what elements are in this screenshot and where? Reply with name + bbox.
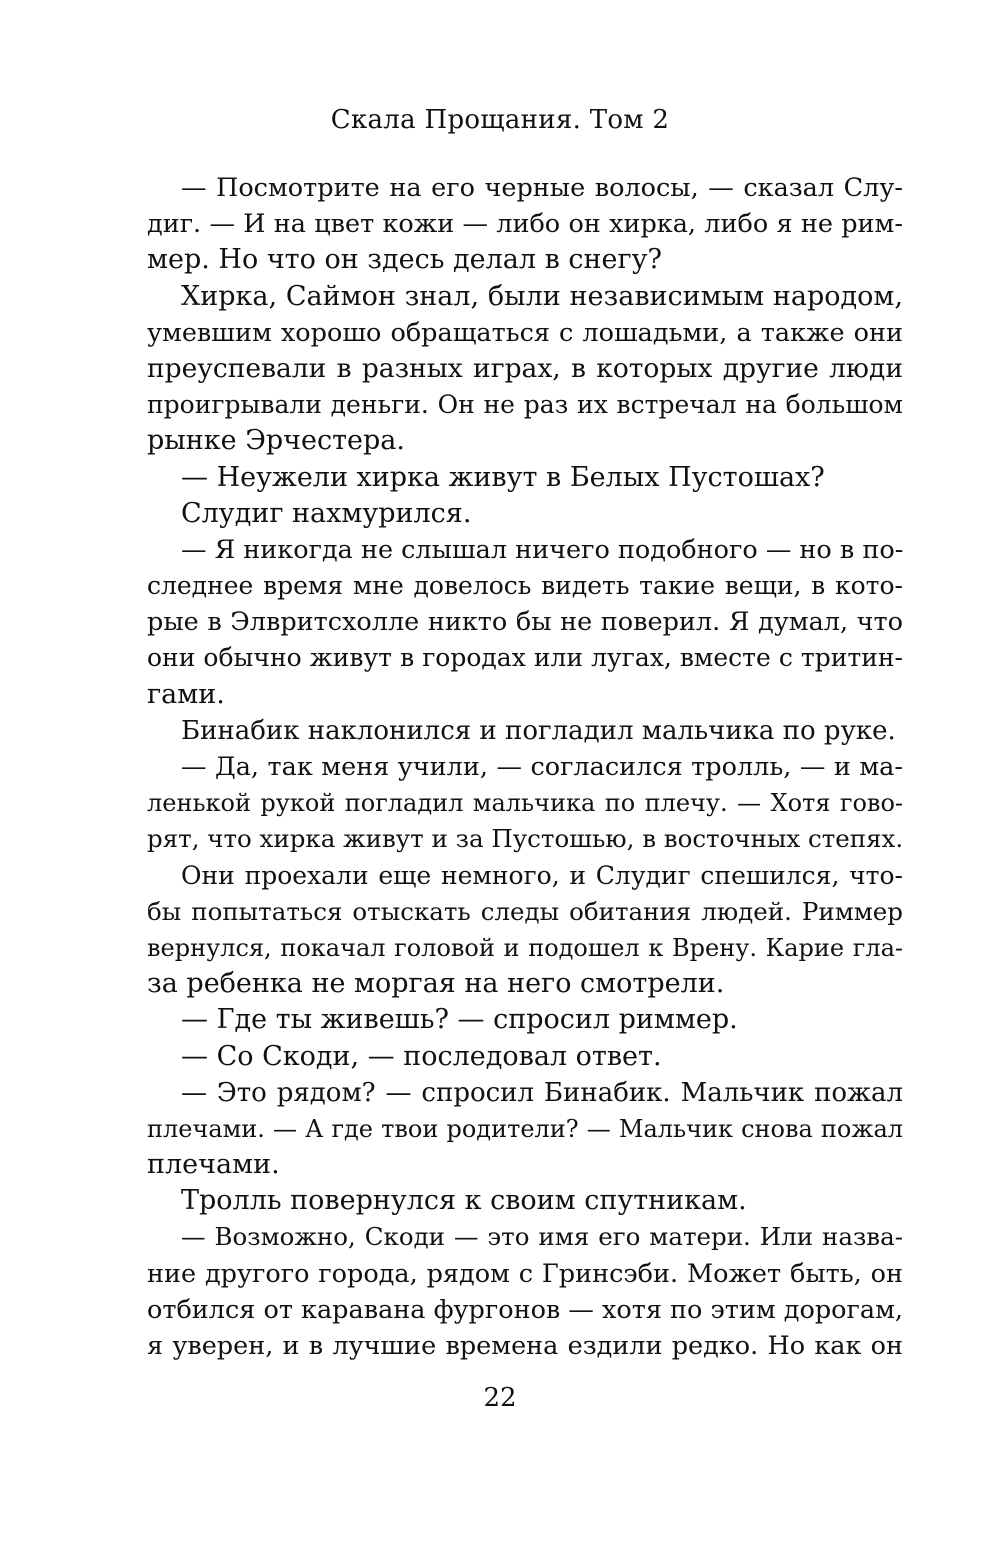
text-line: — Возможно, Скоди — это имя его матери. Или назва- xyxy=(181,1222,903,1252)
text-line: Слудиг нахмурился. xyxy=(181,497,472,529)
text-line: следнее время мне довелось видеть такие вещи, в кото- xyxy=(147,571,903,601)
text-line: — Да, так меня учили, — согласился тролль, — и ма- xyxy=(181,752,903,782)
text-line: рынке Эрчестера. xyxy=(147,425,405,457)
page-number: 22 xyxy=(483,1383,517,1413)
text-line: плечами. xyxy=(147,1149,280,1181)
text-line: ленькой рукой погладил мальчика по плечу. — Хотя гово- xyxy=(147,789,903,818)
text-line: умевшим хорошо обращаться с лошадьми, а также они xyxy=(147,317,903,348)
text-line: — Я никогда не слышал ничего подобного — но в по- xyxy=(181,534,904,565)
text-line: Тролль повернулся к своим спутникам. xyxy=(181,1185,747,1217)
text-line: диг. — И на цвет кожи — либо он хирка, либо я не рим- xyxy=(147,209,903,240)
text-line: Они проехали еще немного, и Слудиг спешился, что- xyxy=(181,860,903,890)
text-line: вернулся, покачал головой и подошел к Врену. Карие гла- xyxy=(147,933,903,962)
text-line: — Где ты живешь? — спросил риммер. xyxy=(181,1004,738,1036)
text-line: — Это рядом? — спросил Бинабик. Мальчик пожал xyxy=(181,1077,903,1108)
text-line: Бинабик наклонился и погладил мальчика по руке. xyxy=(181,715,896,746)
text-line: они обычно живут в городах или лугах, вместе с тритин- xyxy=(147,643,903,673)
text-line: — Неужели хирка живут в Белых Пустошах? xyxy=(181,461,825,493)
text-line: — Со Скоди, — последовал ответ. xyxy=(181,1040,662,1072)
body-text xyxy=(147,170,903,1364)
running-head-title: Скала Прощания. Том 2 xyxy=(330,105,670,135)
text-line: гами. xyxy=(147,678,225,710)
text-line: бы попытаться отыскать следы обитания людей. Риммер xyxy=(147,896,903,926)
text-line: ние другого города, рядом с Гринсэби. Может быть, он xyxy=(147,1258,903,1289)
text-line: рят, что хирка живут и за Пустошью, в восточных степях. xyxy=(147,824,904,854)
text-line: Хирка, Саймон знал, были независимым народом, xyxy=(181,280,903,312)
text-line: мер. Но что он здесь делал в снегу? xyxy=(147,244,662,276)
text-line: рые в Элвритсхолле никто бы не поверил. Я думал, что xyxy=(147,607,903,638)
text-line: — Посмотрите на его черные волосы, — сказал Слу- xyxy=(181,173,903,203)
text-line: я уверен, и в лучшие времена ездили редко. Но как он xyxy=(147,1331,903,1361)
text-line: за ребенка не моргая на него смотрели. xyxy=(147,968,725,1000)
text-line: преуспевали в разных играх, в которых другие люди xyxy=(147,352,903,384)
text-line: проигрывали деньги. Он не раз их встречал на большом xyxy=(147,390,903,420)
text-line: плечами. — А где твои родители? — Мальчик снова пожал xyxy=(147,1114,903,1143)
text-line: отбился от каравана фургонов — хотя по этим дорогам, xyxy=(147,1294,904,1325)
